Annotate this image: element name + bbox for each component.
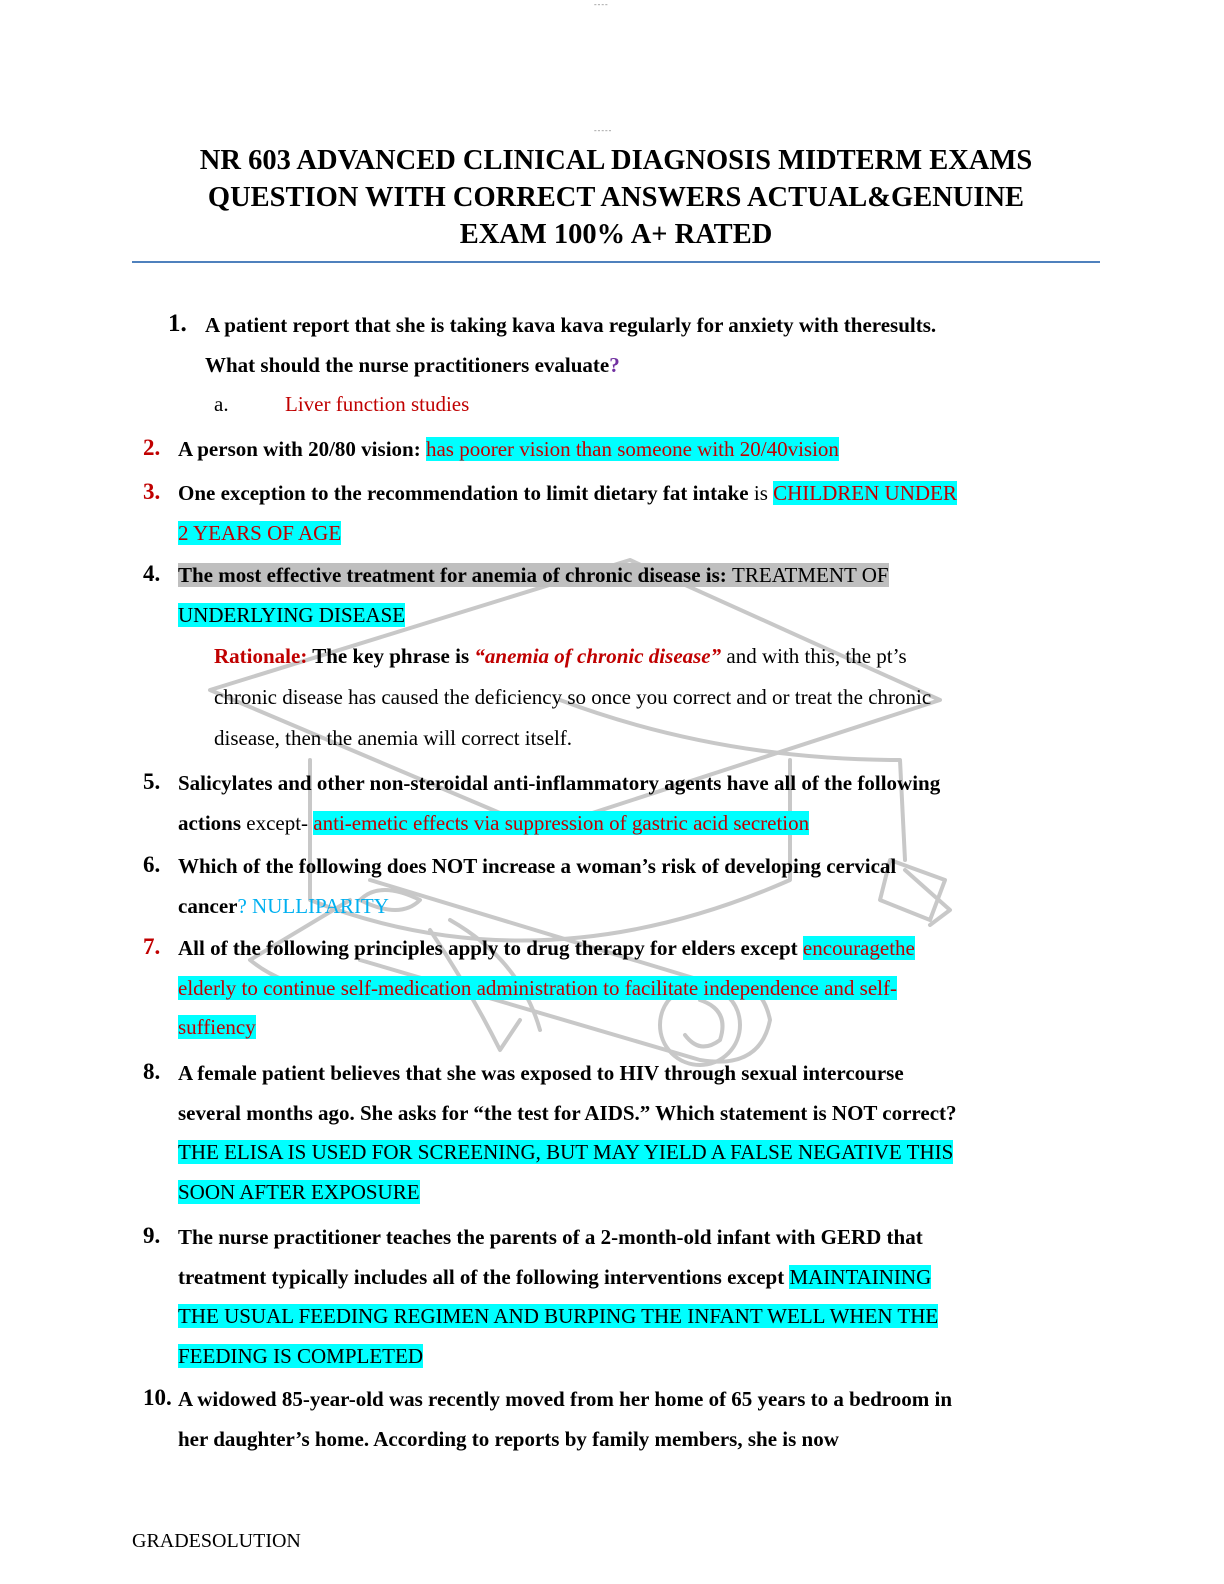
question-3-text: One exception to the recommendation to limit dietary fat intake (178, 481, 749, 505)
question-1-qmark: ? (609, 352, 620, 377)
answer-8-line-1: THE ELISA IS USED FOR SCREENING, BUT MAY YIELD A FALSE NEGATIVE THIS (178, 1140, 954, 1164)
question-1 (205, 306, 1105, 385)
question-8 (178, 1054, 1078, 1212)
rationale-line-2: chronic disease has caused the deficiency so once you correct and or treat the chronic (214, 685, 932, 709)
answer-8-line-2: SOON AFTER EXPOSURE (178, 1179, 420, 1204)
title-line-3: EXAM 100% A+ RATED (459, 219, 773, 250)
question-6 (178, 847, 1078, 926)
question-number: 8. (143, 1059, 161, 1084)
question-1-line-1: A patient report that she is taking kava kava regularly for anxiety with theresults. (205, 313, 937, 337)
question-10-line-1: A widowed 85-year-old was recently moved from her home of 65 years to a bedroom in (178, 1387, 952, 1411)
rationale (214, 636, 931, 759)
title-mark: ----- (594, 126, 613, 135)
option-letter: a. (214, 392, 229, 416)
question-7 (178, 929, 1078, 1048)
footer-brand: GRADESOLUTION (132, 1530, 301, 1552)
question-number: 9. (143, 1223, 161, 1248)
question-10 (178, 1380, 1078, 1459)
question-4 (178, 556, 1078, 635)
rationale-line-1-rest: and with this, the pt’s (721, 644, 907, 668)
question-9-line-2: treatment typically includes all of the following interventions except (178, 1264, 790, 1289)
answer-1: Liver function studies (285, 392, 470, 416)
answer-7-line-3: suffiency (178, 1015, 256, 1039)
question-5-line-2: actions (178, 810, 241, 835)
rationale-key-phrase-intro: The key phrase is (307, 644, 475, 668)
question-7-text: All of the following principles apply to drug therapy for elders except (178, 936, 803, 960)
title-divider (132, 261, 1100, 263)
question-5-connector: except- (241, 810, 314, 835)
question-number: 5. (143, 769, 161, 794)
answer-4-line-2: UNDERLYING DISEASE (178, 602, 406, 627)
question-5-line-1: Salicylates and other non-steroidal anti-inflammatory agents have all of the following (178, 771, 941, 795)
answer-6: ? NULLIPARITY (237, 893, 389, 918)
answer-4-line-1: TREATMENT OF (732, 563, 889, 587)
rationale-quote: “anemia of chronic disease” (474, 644, 722, 668)
question-3 (178, 474, 1078, 553)
answer-9-line-2: THE USUAL FEEDING REGIMEN AND BURPING THE INFANT WELL WHEN THE (178, 1304, 939, 1328)
question-1-line-2: What should the nurse practitioners evaluate (205, 352, 610, 377)
answer-3-line-2: 2 YEARS OF AGE (178, 520, 342, 545)
question-9-line-1: The nurse practitioner teaches the parents of a 2-month-old infant with GERD that (178, 1225, 923, 1249)
rationale-label: Rationale: (214, 644, 308, 668)
question-number: 2. (143, 435, 161, 460)
question-number: 6. (143, 852, 161, 877)
answer-9-line-1: MAINTAINING (789, 1264, 932, 1289)
answer-7-line-1: encouragethe (802, 936, 915, 960)
top-mark: ---- (594, 0, 609, 9)
question-number: 7. (143, 934, 161, 959)
answer-7-line-2: elderly to continue self-medication administration to facilitate independence and self- (178, 975, 897, 1000)
question-number: 3. (143, 479, 161, 504)
answer-3-line-1: CHILDREN UNDER (773, 481, 957, 505)
question-2-text: A person with 20/80 vision: (178, 437, 426, 461)
rationale-line-3: disease, then the anemia will correct itself. (214, 726, 573, 750)
question-4-text: The most effective treatment for anemia of chronic disease is: (178, 563, 733, 587)
question-number: 1. (168, 310, 187, 337)
title-line-2: QUESTION WITH CORRECT ANSWERS ACTUAL&GENUINE (207, 182, 1025, 213)
question-10-line-2: her daughter’s home. According to reports by family members, she is now (178, 1426, 839, 1451)
answer-2: has poorer vision than someone with 20/40vision (425, 437, 839, 461)
title-line-1: NR 603 ADVANCED CLINICAL DIAGNOSIS MIDTERM EXAMS (199, 145, 1033, 176)
question-9 (178, 1218, 1078, 1376)
question-3-connector: is (748, 481, 774, 505)
answer-5: anti-emetic effects via suppression of gastric acid secretion (313, 810, 810, 835)
question-6-line-1: Which of the following does NOT increase a woman’s risk of developing cervical (178, 854, 897, 878)
question-8-line-1: A female patient believes that she was exposed to HIV through sexual intercourse (178, 1061, 904, 1085)
question-6-line-2: cancer (178, 893, 238, 918)
question-number: 4. (143, 561, 161, 586)
question-2 (178, 430, 1078, 470)
question-number: 10. (143, 1385, 172, 1410)
answer-9-line-3: FEEDING IS COMPLETED (178, 1343, 423, 1368)
question-5 (178, 764, 1078, 843)
document-title (132, 142, 1100, 253)
question-8-line-2: several months ago. She asks for “the test for AIDS.” Which statement is NOT correct? (178, 1100, 957, 1125)
